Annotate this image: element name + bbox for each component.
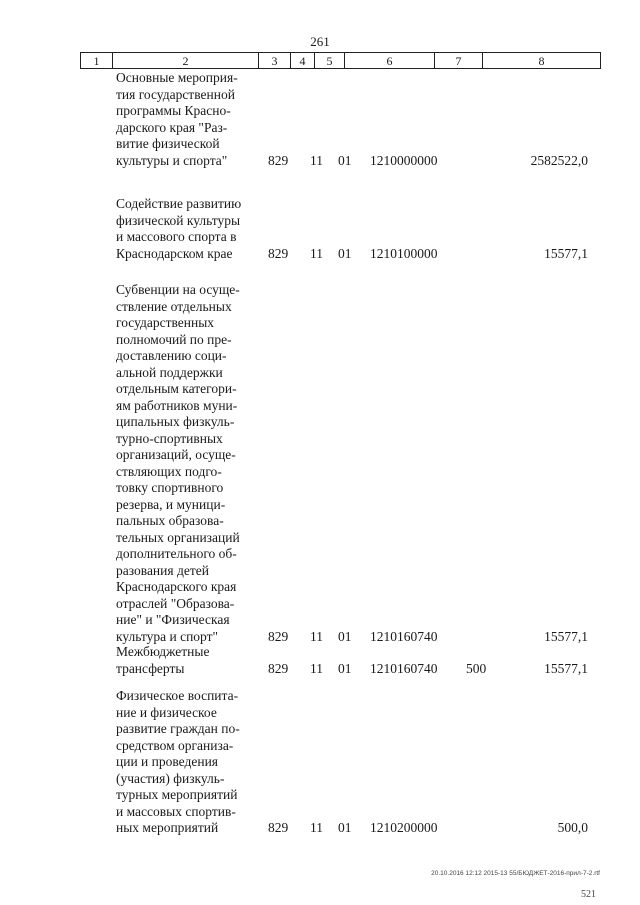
description-line: товку спортивного: [116, 480, 224, 495]
cell-c6: 1210200000: [370, 820, 438, 835]
description-line: Физическое воспита-: [116, 688, 239, 703]
description-line: и массовых спортив-: [116, 803, 236, 819]
cell-c5: 01: [338, 820, 352, 835]
description-line: программы Красно-: [116, 103, 231, 118]
description-line: Межбюджетные: [116, 644, 210, 659]
cell-c5: 01: [338, 628, 352, 644]
cell-c4: 11: [310, 245, 323, 261]
cell-c8: 15577,1: [544, 660, 588, 676]
column-header-5: 5: [315, 53, 345, 69]
description-line: ние" и "Физическая: [116, 612, 230, 627]
row-description: [116, 196, 256, 262]
column-header-4: 4: [291, 53, 315, 69]
description-line: трансферты: [116, 660, 185, 676]
description-line: культуры и спорта": [116, 152, 228, 168]
cell-c3: 829: [268, 628, 289, 644]
cell-c8: 15577,1: [544, 245, 588, 261]
description-line: Краснодарского края: [116, 579, 237, 594]
description-line: ние и физическое: [116, 704, 217, 720]
description-line: Основные мероприя-: [116, 70, 238, 85]
description-line: разования детей: [116, 562, 209, 578]
description-line: физической культуры: [116, 212, 241, 228]
description-line: дарского края "Раз-: [116, 119, 228, 135]
cell-c6: 1210100000: [370, 245, 438, 261]
cell-c7: 500: [466, 660, 487, 676]
description-line: ципальных физкуль-: [116, 414, 235, 429]
cell-c4: 11: [310, 628, 323, 644]
cell-c3: 829: [268, 245, 289, 261]
description-line: и массового спорта в: [116, 229, 237, 244]
row-description: [116, 282, 256, 645]
cell-c8: 2582522,0: [530, 152, 588, 168]
description-line: ции и проведения: [116, 754, 219, 769]
description-line: отдельным категори-: [116, 381, 237, 396]
cell-c4: 11: [310, 152, 323, 168]
column-header-3: 3: [259, 53, 291, 69]
row-description: [116, 688, 256, 837]
description-line: ям работников муни-: [116, 397, 238, 413]
page-number: 261: [310, 34, 330, 49]
description-line: развитие граждан по-: [116, 721, 240, 736]
description-line: Содействие развитию: [116, 196, 242, 211]
cell-c5: 01: [338, 245, 352, 261]
description-line: организаций, осуще-: [116, 447, 236, 462]
column-header-table: [80, 52, 601, 69]
cell-c6: 1210000000: [370, 152, 438, 168]
description-line: доставлению соци-: [116, 348, 227, 363]
cell-c5: 01: [338, 660, 352, 676]
column-header-row: [81, 53, 601, 69]
column-header-6: 6: [345, 53, 435, 69]
cell-c6: 1210160740: [370, 660, 438, 676]
description-line: тельных организаций: [116, 529, 240, 545]
row-description: [116, 644, 256, 677]
footer-page-number: 521: [581, 889, 596, 900]
description-line: тия государственной: [116, 86, 235, 102]
description-line: альной поддержки: [116, 364, 223, 380]
cell-c6: 1210160740: [370, 628, 438, 644]
description-line: ствляющих подго-: [116, 463, 222, 479]
cell-c4: 11: [310, 820, 323, 835]
description-line: государственных: [116, 315, 215, 330]
cell-c8: 500,0: [557, 820, 588, 835]
column-header-7: 7: [435, 53, 483, 69]
column-header-1: 1: [81, 53, 113, 69]
description-line: культура и спорт": [116, 628, 219, 644]
description-line: Субвенции на осуще-: [116, 282, 240, 297]
description-line: турных мероприятий: [116, 787, 238, 802]
description-line: Краснодарском крае: [116, 245, 233, 261]
description-line: средством организа-: [116, 737, 234, 753]
footer-reference: 20.10.2016 12:12 2015-13 55/БЮДЖЕТ-2016-прил-7-2.rtf: [431, 870, 600, 877]
description-line: ствление отдельных: [116, 298, 232, 314]
cell-c3: 829: [268, 152, 289, 168]
row-description: [116, 70, 256, 169]
description-line: пальных образова-: [116, 513, 224, 528]
description-line: турно-спортивных: [116, 430, 223, 446]
description-line: дополнительного об-: [116, 546, 237, 561]
column-header-2: 2: [113, 53, 259, 69]
description-line: отраслей "Образова-: [116, 595, 235, 611]
cell-c5: 01: [338, 152, 352, 168]
cell-c3: 829: [268, 820, 289, 835]
cell-c8: 15577,1: [544, 628, 588, 644]
description-line: витие физической: [116, 136, 220, 151]
description-line: (участия) физкуль-: [116, 770, 225, 786]
description-line: резерва, и муници-: [116, 496, 226, 512]
column-header-8: 8: [483, 53, 601, 69]
description-line: полномочий по пре-: [116, 331, 232, 347]
cell-c4: 11: [310, 660, 323, 676]
cell-c3: 829: [268, 660, 289, 676]
description-line: ных мероприятий: [116, 820, 219, 835]
